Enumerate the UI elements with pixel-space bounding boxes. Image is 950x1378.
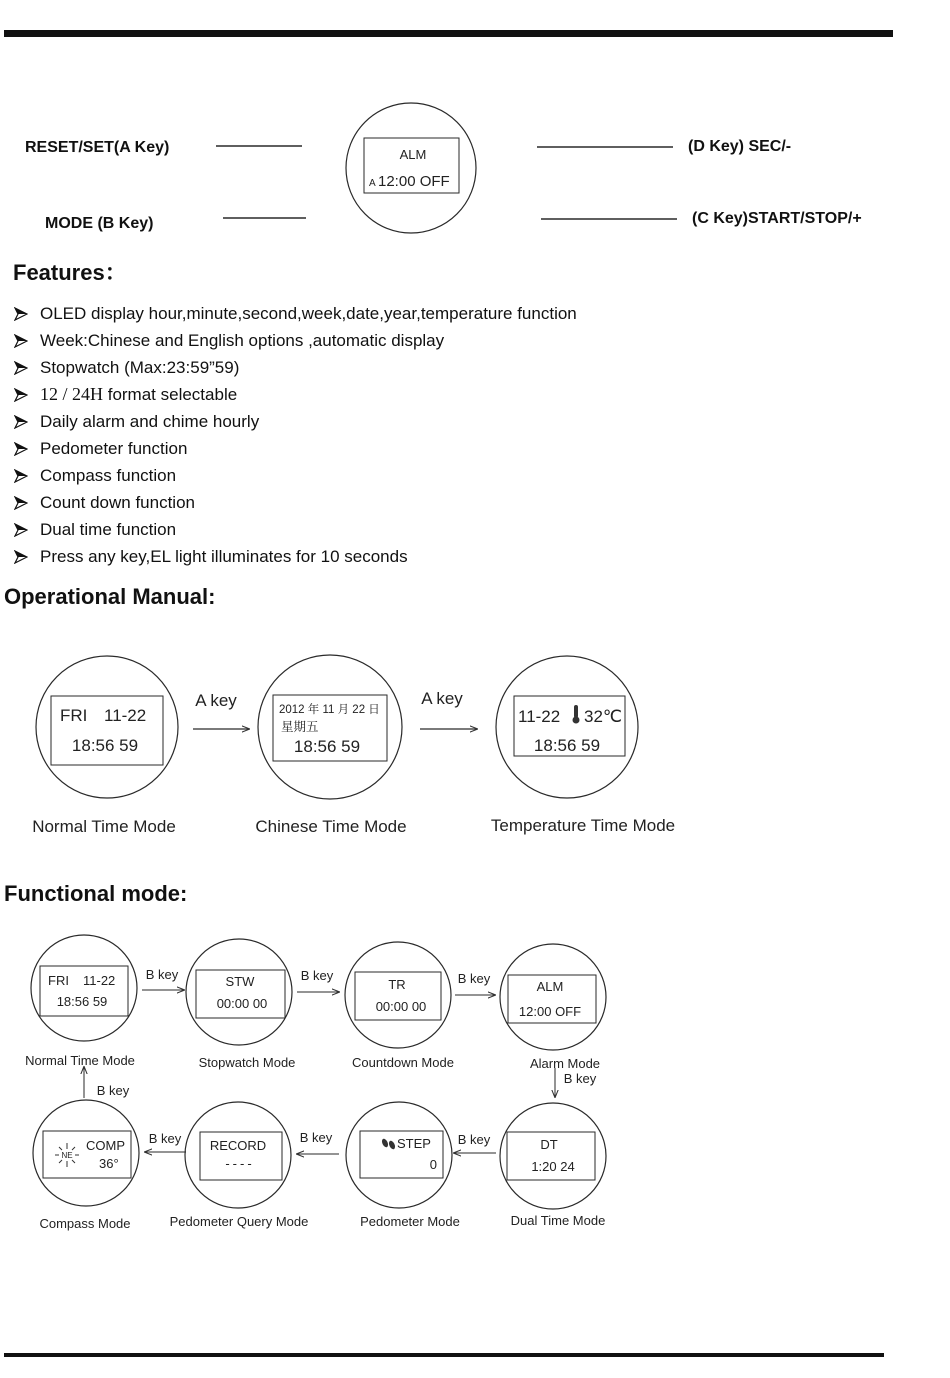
arrow-bullet-icon <box>14 334 28 348</box>
watch-display-title: ALM <box>399 147 427 162</box>
feature-text: OLED display hour,minute,second,week,date,year,temperature function <box>40 304 577 323</box>
watch-key-diagram <box>25 103 862 233</box>
temperature-time-clock: 18:56 59 <box>533 736 601 755</box>
compass-value: 36° <box>99 1156 119 1171</box>
footprint-icon <box>381 1138 397 1150</box>
b-key-label-5: B key <box>457 1132 491 1147</box>
compass-mode-label: Compass Mode <box>39 1216 131 1231</box>
a-key-label-2: A key <box>421 689 463 708</box>
features-heading: Features： <box>13 260 127 285</box>
b-key-label-3: B key <box>457 971 491 986</box>
operational-manual-heading: Operational Manual: <box>4 584 216 609</box>
chinese-time-clock: 18:56 59 <box>293 737 361 756</box>
key-d-label: (D Key) SEC/- <box>688 138 792 155</box>
stopwatch-title: STW <box>225 974 255 989</box>
normal-time-watch-face <box>36 656 178 798</box>
pedometer-mode-label: Pedometer Mode <box>360 1214 460 1229</box>
arrow-bullet-icon <box>14 415 28 429</box>
temperature-time-watch-face <box>496 656 638 798</box>
watch-face <box>346 103 476 233</box>
arrow-bullet-icon <box>14 550 28 564</box>
feature-text: Pedometer function <box>40 439 188 458</box>
feature-item <box>14 543 577 570</box>
countdown-title: TR <box>388 977 406 992</box>
functional-diagram <box>25 935 606 1231</box>
arrow-bullet-icon <box>14 307 28 321</box>
feature-text: format selectable <box>103 385 238 404</box>
operational-diagram <box>32 655 675 836</box>
fn-normal-time-day: FRI <box>48 973 69 988</box>
pedometer-value: 0 <box>429 1157 437 1172</box>
pedometer-query-title: RECORD <box>209 1138 267 1153</box>
functional-mode-heading: Functional mode: <box>4 881 188 906</box>
arrow-bullet-icon <box>14 388 28 402</box>
b-key-label-6: B key <box>299 1130 333 1145</box>
pedometer-query-mode-label: Pedometer Query Mode <box>169 1214 309 1229</box>
feature-item <box>14 327 577 354</box>
compass-watch-face <box>33 1100 139 1206</box>
thermometer-icon <box>573 705 580 724</box>
pedometer-watch-face <box>346 1102 452 1208</box>
arrow-bullet-icon <box>14 523 28 537</box>
pedometer-query-watch-face <box>185 1102 291 1208</box>
feature-text: Stopwatch (Max:23:59”59) <box>40 358 240 377</box>
temperature-time-date: 11-22 <box>518 707 561 726</box>
feature-item <box>14 354 577 381</box>
pedometer-query-value: ---- <box>225 1156 255 1171</box>
temperature-time-temperature: 32℃ <box>584 707 623 726</box>
feature-item <box>14 435 577 462</box>
alarm-mode-label: Alarm Mode <box>529 1056 601 1071</box>
countdown-watch-face <box>345 942 451 1048</box>
arrow-bullet-icon <box>14 496 28 510</box>
b-key-label-2: B key <box>300 968 334 983</box>
feature-text: Press any key,EL light illuminates for 10 seconds <box>40 547 408 566</box>
watch-display-time: 12:00 OFF <box>378 173 450 190</box>
b-key-label-4: B key <box>563 1071 597 1086</box>
normal-time-mode-label: Normal Time Mode <box>32 817 176 836</box>
temperature-time-mode-label: Temperature Time Mode <box>490 816 676 835</box>
countdown-mode-label: Countdown Mode <box>352 1055 454 1070</box>
dual-time-watch-face <box>500 1103 606 1209</box>
fn-normal-time-watch-face <box>31 935 137 1041</box>
feature-text: Count down function <box>40 493 195 512</box>
top-rule <box>4 30 893 37</box>
arrow-bullet-icon <box>14 442 28 456</box>
feature-item <box>14 489 577 516</box>
fn-normal-time-mode-label: Normal Time Mode <box>25 1053 135 1068</box>
b-key-label-7: B key <box>148 1131 182 1146</box>
b-key-label-8: B key <box>96 1083 130 1098</box>
chinese-time-watch-face <box>258 655 402 799</box>
feature-item <box>14 408 577 435</box>
key-b-label: MODE (B Key) <box>45 215 154 232</box>
feature-item <box>14 381 577 408</box>
a-key-label-1: A key <box>195 691 237 710</box>
stopwatch-value: 00:00 00 <box>216 996 268 1011</box>
chinese-time-weekday: 星期五 <box>281 720 319 734</box>
watch-display-indicator: A <box>369 178 376 189</box>
arrow-bullet-icon <box>14 361 28 375</box>
bottom-rule <box>4 1353 884 1357</box>
dual-time-value: 1:20 24 <box>531 1159 575 1174</box>
dual-time-title: DT <box>540 1137 558 1152</box>
pedometer-title: STEP <box>397 1136 431 1151</box>
key-c-label: (C Key)START/STOP/+ <box>692 210 862 227</box>
alarm-title: ALM <box>536 979 564 994</box>
fn-normal-time-clock: 18:56 59 <box>56 994 108 1009</box>
stopwatch-mode-label: Stopwatch Mode <box>198 1055 296 1070</box>
features-list <box>14 300 577 570</box>
compass-title: COMP <box>86 1138 125 1153</box>
alarm-value: 12:00 OFF <box>518 1004 582 1019</box>
chinese-time-mode-label: Chinese Time Mode <box>255 817 407 836</box>
arrow-bullet-icon <box>14 469 28 483</box>
feature-item <box>14 462 577 489</box>
feature-text: Daily alarm and chime hourly <box>40 412 260 431</box>
stopwatch-watch-face <box>186 939 292 1045</box>
key-a-label: RESET/SET(A Key) <box>25 139 170 156</box>
normal-time-date: 11-22 <box>104 706 147 725</box>
normal-time-clock: 18:56 59 <box>71 736 139 755</box>
feature-text: Week:Chinese and English options ,automatic display <box>40 331 445 350</box>
chinese-time-date: 2012 年 11 月 22 日 <box>279 704 380 716</box>
fn-normal-time-date: 11-22 <box>83 973 116 988</box>
feature-item <box>14 300 577 327</box>
compass-direction-text: NE <box>61 1151 73 1160</box>
dual-time-mode-label: Dual Time Mode <box>510 1213 606 1228</box>
b-key-label-1: B key <box>145 967 179 982</box>
feature-text: Dual time function <box>40 520 177 539</box>
alarm-watch-face <box>500 944 606 1050</box>
feature-text: Compass function <box>40 466 177 485</box>
feature-item <box>14 516 577 543</box>
normal-time-day: FRI <box>60 706 88 725</box>
countdown-value: 00:00 00 <box>375 999 427 1014</box>
feature-format-prefix: 12 / 24H <box>40 384 103 404</box>
